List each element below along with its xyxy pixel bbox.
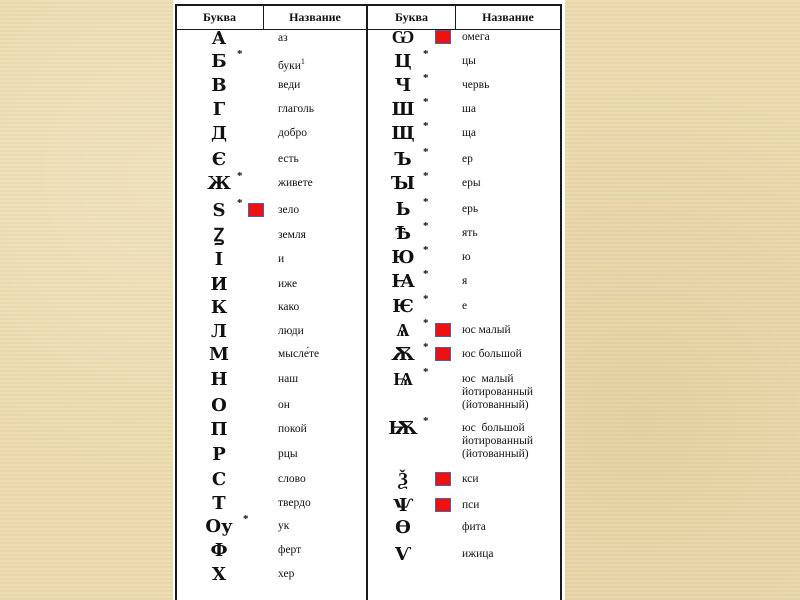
right-letter-name-text: пси — [462, 499, 480, 511]
right-letter-name — [462, 348, 522, 361]
right-letter-name-text: юс малый — [462, 324, 511, 336]
right-letter-glyph: Щ — [391, 123, 415, 144]
left-letter-glyph: В — [211, 75, 227, 96]
left-letter-name-text: люди — [278, 325, 304, 337]
right-red-marker — [435, 472, 451, 486]
table-center-divider — [366, 4, 368, 600]
right-red-marker — [435, 498, 451, 512]
right-letter-glyph: Ч — [394, 75, 412, 96]
left-letter-name — [278, 348, 319, 361]
left-letter-name-text: покой — [278, 423, 307, 435]
right-star-mark: * — [423, 120, 429, 132]
left-letter-glyph: І — [214, 249, 224, 270]
right-letter-glyph: Ѩ — [393, 369, 413, 390]
right-letter-name: юс большой йотированный (йотованный) — [462, 422, 534, 460]
left-letter-name-text: ферт — [278, 544, 302, 556]
right-letter-glyph: Ѳ — [395, 517, 411, 538]
right-letter-name — [462, 79, 489, 92]
left-letter-glyph: Х — [212, 564, 226, 585]
right-letter-name — [462, 55, 476, 68]
left-letter-name-text: веди — [278, 79, 301, 91]
left-letter-name — [278, 79, 300, 92]
table-left-border — [175, 4, 177, 600]
right-star-mark: * — [423, 366, 429, 378]
left-letter-name — [278, 399, 290, 412]
left-star-mark: * — [237, 48, 243, 60]
right-letter-name-text: ять — [462, 227, 478, 239]
right-letter-name: юс малый йотированный (йотованный) — [462, 373, 534, 411]
left-letter-glyph: Оу — [205, 516, 233, 537]
right-star-mark: * — [423, 48, 429, 60]
left-letter-name-text: он — [278, 399, 290, 411]
left-letter-name-text: слово — [278, 473, 306, 485]
right-letter-glyph: Ѣ — [395, 223, 411, 244]
left-letter-name — [278, 127, 307, 140]
left-letter-glyph: П — [210, 419, 228, 440]
left-red-marker — [248, 203, 264, 217]
right-letter-glyph: Ц — [394, 51, 412, 72]
right-letter-name — [462, 548, 494, 561]
right-name-header: Название — [482, 10, 534, 24]
left-letter-name-text: живете — [278, 177, 313, 189]
right-letter-glyph: Ь — [395, 199, 411, 220]
left-letter-name — [278, 568, 294, 581]
right-letter-name — [462, 177, 481, 190]
alphabet-table — [173, 0, 565, 600]
right-letter-glyph: Ѫ — [391, 344, 415, 365]
left-letter-name-text: како — [278, 301, 300, 313]
right-letter-glyph: Ѵ — [394, 544, 412, 565]
right-letter-name — [462, 127, 476, 140]
right-star-mark: * — [423, 341, 429, 353]
left-footnote-mark: 1 — [300, 57, 305, 66]
right-letter-name-text: ща — [462, 127, 476, 139]
right-star-mark: * — [423, 317, 429, 329]
right-letter-name-text: ша — [462, 103, 476, 115]
left-letter-name-text: рцы — [278, 448, 298, 460]
right-letter-name-text: кси — [462, 473, 479, 485]
left-letter-glyph: И — [210, 274, 228, 295]
right-letter-name-text: ер — [462, 153, 473, 165]
right-letter-glyph: Ꙗ — [391, 271, 415, 292]
right-letter-name-text: фита — [462, 521, 486, 533]
right-letter-glyph: Ю — [391, 247, 415, 268]
right-star-mark: * — [423, 415, 429, 427]
left-letter-glyph: Ж — [207, 173, 231, 194]
table-right-border — [560, 4, 562, 600]
left-letter-name-text: глаголь — [278, 103, 314, 115]
left-letter-name-text: аз — [278, 32, 288, 44]
left-star-mark: * — [243, 513, 249, 525]
left-letter-glyph: Н — [210, 369, 228, 390]
right-letter-name — [462, 227, 478, 240]
left-letter-glyph: Ѕ — [212, 200, 226, 221]
right-letter-name-text: червь — [462, 79, 490, 91]
right-letter-glyph: Ъ — [394, 149, 412, 170]
left-letter-name — [278, 473, 306, 486]
right-red-marker — [435, 323, 451, 337]
right-star-mark: * — [423, 196, 429, 208]
left-letter-name — [278, 544, 301, 557]
left-letter-name — [278, 423, 307, 436]
right-letter-name — [462, 251, 471, 264]
right-letter-glyph: Ѥ — [392, 296, 414, 317]
left-letter-name-text: хер — [278, 568, 295, 580]
right-letter-name-text: цы — [462, 55, 476, 67]
left-letter-name — [278, 32, 288, 45]
right-red-marker — [435, 347, 451, 361]
left-letter-glyph: А — [211, 28, 227, 49]
right-star-mark: * — [423, 268, 429, 280]
left-letter-glyph: Р — [212, 444, 226, 465]
table-top-border — [175, 4, 561, 6]
left-letter-name — [278, 177, 313, 190]
left-letter-name-text: твердо — [278, 497, 311, 509]
right-letter-name — [462, 203, 478, 216]
header-underline — [175, 29, 561, 30]
right-star-mark: * — [423, 96, 429, 108]
right-letter-glyph: Ѯ — [398, 469, 408, 490]
left-letter-header: Буква — [202, 10, 237, 24]
right-letter-glyph: Ѧ — [396, 320, 410, 341]
right-letter-name — [462, 499, 479, 512]
right-letter-name — [462, 521, 486, 534]
left-star-mark: * — [237, 197, 243, 209]
left-name-header: Название — [289, 10, 341, 24]
left-letter-name — [278, 153, 299, 166]
right-star-mark: * — [423, 72, 429, 84]
left-letter-glyph: К — [210, 297, 228, 318]
left-letter-glyph: Т — [212, 493, 226, 514]
left-letter-name-text: добро — [278, 127, 307, 139]
left-letter-name-text: иже — [278, 278, 298, 290]
left-letter-glyph: Д — [210, 123, 228, 144]
left-letter-glyph: Г — [212, 99, 226, 120]
right-letter-name-text: ерь — [462, 203, 479, 215]
right-letter-glyph: Ѡ — [391, 27, 415, 48]
left-star-mark: * — [237, 170, 243, 182]
right-letter-name — [462, 300, 467, 313]
left-letter-glyph: С — [211, 469, 227, 490]
left-letter-glyph: Б — [211, 51, 227, 72]
left-letter-glyph: Є — [211, 149, 227, 170]
left-letter-name — [278, 373, 298, 386]
left-letter-name-text: ук — [278, 520, 290, 532]
left-letter-name — [278, 497, 311, 510]
right-letter-header: Буква — [394, 10, 429, 24]
left-letter-glyph: Ꙁ — [213, 225, 225, 246]
left-letter-name — [278, 229, 306, 242]
right-letter-name-text: ижица — [462, 548, 494, 560]
right-letter-name-text: еры — [462, 177, 481, 189]
right-star-mark: * — [423, 146, 429, 158]
left-letter-name-text: мысле́те — [278, 348, 320, 360]
right-letter-name — [462, 103, 476, 116]
left-letter-name-text: наш — [278, 373, 299, 385]
right-letter-glyph: Ѭ — [388, 418, 418, 439]
left-letter-name-text: буки — [278, 59, 301, 72]
left-letter-glyph: Л — [211, 321, 227, 342]
left-letter-name — [278, 103, 314, 116]
left-letter-glyph: Ф — [210, 540, 228, 561]
right-letter-name-text: е — [462, 300, 468, 312]
right-letter-glyph: Ꙑ — [391, 173, 415, 194]
right-letter-name — [462, 473, 479, 486]
left-letter-name — [278, 448, 298, 461]
right-letter-name — [462, 275, 467, 288]
right-star-mark: * — [423, 293, 429, 305]
right-star-mark: * — [423, 170, 429, 182]
left-letter-name-text: и — [278, 253, 285, 265]
left-letter-name-text: зело — [278, 204, 300, 216]
left-letter-name-text: земля — [278, 229, 306, 241]
right-letter-name — [462, 31, 490, 44]
right-letter-name — [462, 324, 511, 337]
left-letter-name — [278, 325, 304, 338]
left-letter-name-text: есть — [278, 153, 299, 165]
left-letter-name — [278, 278, 297, 291]
right-star-mark: * — [423, 244, 429, 256]
right-letter-glyph: Ѱ — [393, 495, 413, 516]
left-letter-name — [278, 301, 299, 314]
right-letter-name-text: ю — [462, 251, 471, 263]
left-letter-glyph: О — [211, 395, 227, 416]
right-letter-name-text: я — [462, 275, 468, 287]
left-letter-name — [278, 55, 305, 73]
right-letter-name — [462, 153, 473, 166]
left-letter-name — [278, 253, 284, 266]
right-star-mark: * — [423, 220, 429, 232]
left-letter-name — [278, 520, 289, 533]
left-letter-name — [278, 204, 299, 217]
right-letter-name-text: юс большой — [462, 348, 522, 360]
left-letter-glyph: М — [209, 344, 229, 365]
right-red-marker — [435, 30, 451, 44]
right-letter-glyph: Ш — [391, 99, 415, 120]
right-letter-name-text: омега — [462, 31, 490, 43]
